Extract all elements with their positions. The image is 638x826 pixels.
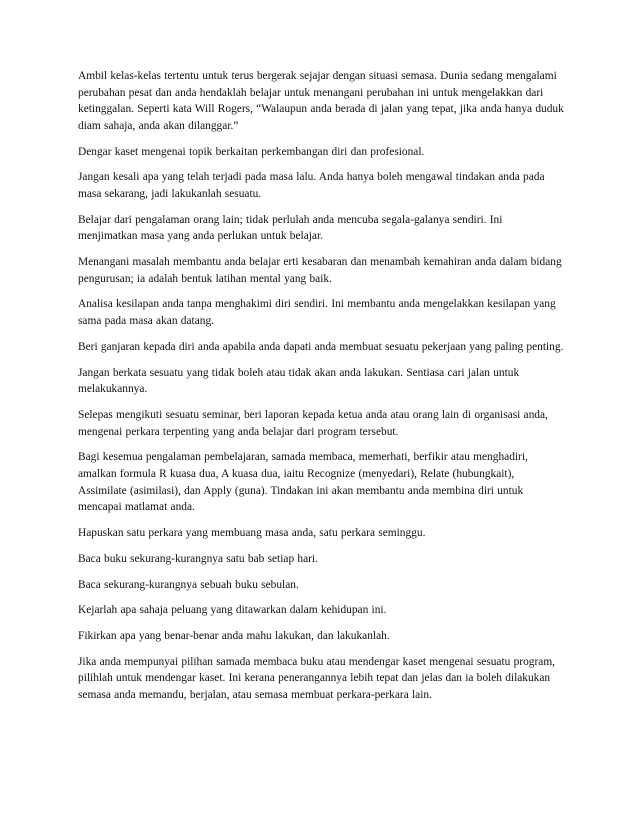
paragraph-7: Beri ganjaran kepada diri anda apabila anda dapati anda membuat sesuatu pekerjaan yang paling penting.: [78, 340, 564, 353]
paragraph-6: Analisa kesilapan anda tanpa menghakimi diri sendiri. Ini membantu anda mengelakkan kesilapan yang sama pada masa akan datang.: [78, 298, 556, 328]
paragraph-8: Jangan berkata sesuatu yang tidak boleh atau tidak akan anda lakukan. Sentiasa cari jalan untuk melakukannya.: [78, 366, 520, 396]
paragraph-14: Kejarlah apa sahaja peluang yang ditawarkan dalam kehidupan ini.: [78, 604, 387, 617]
paragraph-15: Fikirkan apa yang benar-benar anda mahu lakukan, dan lakukanlah.: [78, 630, 390, 643]
paragraph-1: Ambil kelas-kelas tertentu untuk terus bergerak sejajar dengan situasi semasa. Dunia sedang mengalami perubahan pesat dan anda hendaklah belajar untuk menangani perubahan ini untuk mengelakkan dari ketinggalan. Seperti kata Will Rogers, “Walaupun anda berada di jalan yang tepat, jika anda hanya duduk diam sahaja, anda akan dilanggar.”: [78, 70, 564, 132]
paragraph-2: Dengar kaset mengenai topik berkaitan perkembangan diri dan profesional.: [78, 145, 425, 158]
paragraph-12: Baca buku sekurang-kurangnya satu bab setiap hari.: [78, 552, 318, 565]
document-page: [78, 68, 564, 713]
paragraph-16: Jika anda mempunyai pilihan samada membaca buku atau mendengar kaset mengenai sesuatu program, pilihlah untuk mendengar kaset. Ini kerana penerangannya lebih tepat dan jelas dan ia boleh dilakukan semasa anda memandu, berjalan, atau semasa membuat perkara-perkara lain.: [78, 655, 556, 702]
paragraph-10: Bagi kesemua pengalaman pembelajaran, samada membaca, memerhati, berfikir atau menghadiri, amalkan formula R kuasa dua, A kuasa dua, iaitu Recognize (menyedari), Relate (hubungkait), Assimilate (asimilasi), dan Apply (guna). Tindakan ini akan membantu anda membina diri untuk mencapai matlamat anda.: [78, 451, 528, 514]
paragraph-5: Menangani masalah membantu anda belajar erti kesabaran dan menambah kemahiran anda dalam bidang pengurusan; ia adalah bentuk latihan mental yang baik.: [78, 256, 562, 285]
paragraph-9: Selepas mengikuti sesuatu seminar, beri laporan kepada ketua anda atau orang lain di organisasi anda, mengenai perkara terpenting yang anda belajar dari program tersebut.: [78, 409, 548, 438]
paragraph-4: Belajar dari pengalaman orang lain; tidak perlulah anda mencuba segala-galanya sendiri. Ini menjimatkan masa yang anda perlukan untuk belajar.: [78, 213, 503, 243]
paragraph-11: Hapuskan satu perkara yang membuang masa anda, satu perkara seminggu.: [78, 526, 426, 539]
paragraph-3: Jangan kesali apa yang telah terjadi pada masa lalu. Anda hanya boleh mengawal tindakan anda pada masa sekarang, jadi lakukanlah sesuatu.: [78, 171, 545, 200]
paragraph-13: Baca sekurang-kurangnya sebuah buku sebulan.: [78, 578, 299, 591]
